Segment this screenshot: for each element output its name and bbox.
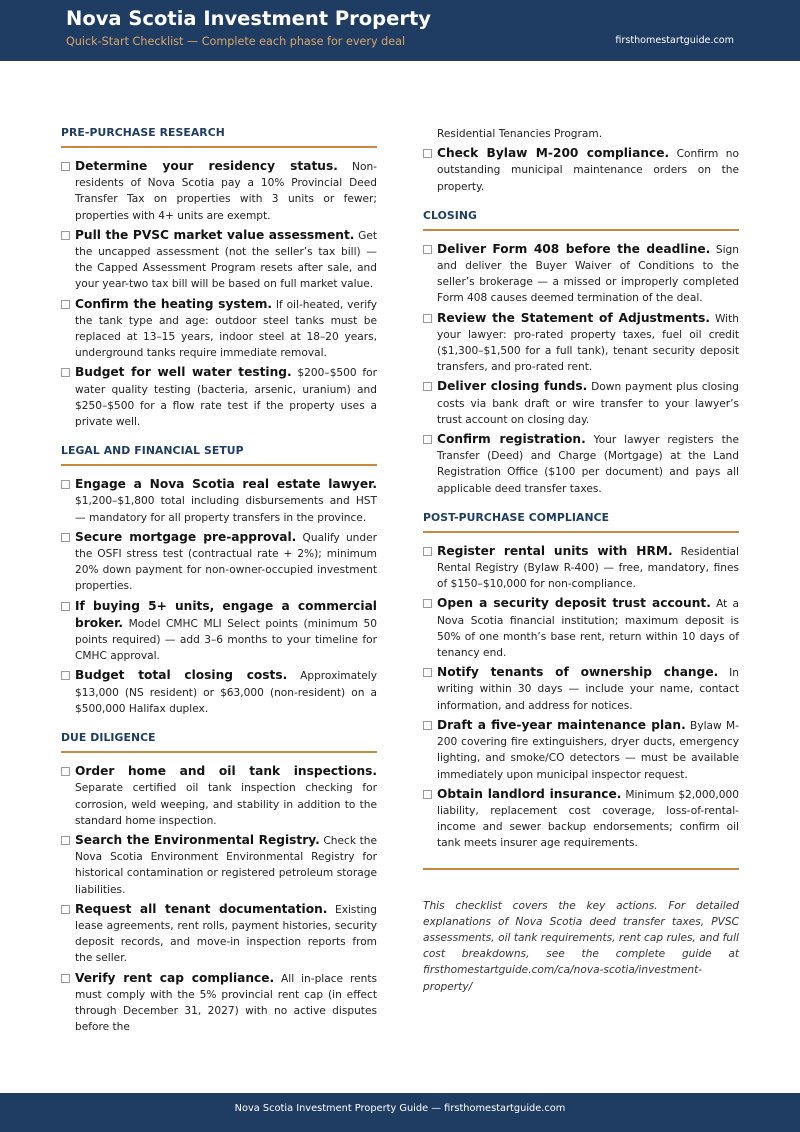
checkbox-icon[interactable] bbox=[423, 245, 432, 254]
checklist-item bbox=[61, 227, 377, 293]
item-heading: Budget for well water testing. bbox=[75, 365, 292, 380]
checklist-item bbox=[423, 664, 739, 714]
item-heading: Check Bylaw M-200 compliance. bbox=[437, 146, 670, 161]
item-heading: Obtain landlord insurance. bbox=[437, 786, 622, 801]
checklist-item bbox=[61, 667, 377, 717]
footer-text: Nova Scotia Investment Property Guide — firsthomestartguide.com bbox=[234, 1103, 566, 1114]
checkbox-icon[interactable] bbox=[61, 480, 70, 489]
page-title: Nova Scotia Investment Property bbox=[66, 7, 432, 30]
item-heading: Search the Environmental Registry. bbox=[75, 832, 320, 847]
item-text: If oil-heated, verify the tank type and age: outdoor steel tanks must be replaced at 13–15 years, indoor steel at 18–20 years, underground tanks require immediate removal. bbox=[75, 298, 377, 360]
item-heading: Confirm registration. bbox=[437, 432, 586, 447]
checklist-item bbox=[61, 364, 377, 430]
checklist-item bbox=[423, 595, 739, 661]
item-text: Confirm no outstanding municipal maintenance orders on the property. bbox=[437, 148, 740, 193]
checkbox-icon[interactable] bbox=[61, 368, 70, 377]
item-heading: Engage a Nova Scotia real estate lawyer. bbox=[75, 477, 377, 492]
checklist-item bbox=[423, 786, 739, 852]
checklist-item bbox=[423, 543, 739, 593]
page-subtitle: Quick-Start Checklist — Complete each phase for every deal bbox=[66, 35, 406, 48]
closing-note: This checklist covers the key actions. For detailed explanations of Nova Scotia deed transfer taxes, PVSC assessments, oil tank requirements, rent cap rules, and full cost breakdowns, see the complete guide at firsthomestartguide.com/ca/nova-scotia/investment-property/ bbox=[423, 899, 739, 993]
checkbox-icon[interactable] bbox=[61, 767, 70, 776]
checkbox-icon[interactable] bbox=[423, 547, 432, 556]
section-title-pre-purchase: PRE-PURCHASE RESEARCH bbox=[61, 126, 377, 148]
item-text: Sign and deliver the Buyer Waiver of Conditions to the seller’s brokerage — a missed or improperly completed Form 408 causes deemed termination of the deal. bbox=[437, 243, 739, 305]
checklist-item bbox=[61, 598, 377, 665]
checkbox-icon[interactable] bbox=[61, 836, 70, 845]
item-text: Minimum $2,000,000 liability, replacement cost coverage, loss-of-rental-income and sewer backup endorsements; confirm oil tank meets insurer age requirements. bbox=[437, 788, 739, 850]
checkbox-icon[interactable] bbox=[61, 162, 70, 171]
checkbox-icon[interactable] bbox=[61, 300, 70, 309]
item-heading: Deliver Form 408 before the deadline. bbox=[437, 241, 711, 256]
checkbox-icon[interactable] bbox=[423, 599, 432, 608]
item-heading: Request all tenant documentation. bbox=[75, 901, 328, 916]
section-title-due-diligence: DUE DILIGENCE bbox=[61, 731, 377, 753]
closing-list bbox=[423, 241, 739, 497]
checklist-item bbox=[423, 310, 739, 376]
due-diligence-list-continued bbox=[423, 145, 739, 195]
checkbox-icon[interactable] bbox=[61, 671, 70, 680]
item-heading: Determine your residency status. bbox=[75, 159, 338, 173]
checklist-item bbox=[61, 158, 377, 224]
post-purchase-list bbox=[423, 543, 739, 852]
item-text: Model CMHC MLI Select points (minimum 50 points required) — add 3–6 months to your timeline for CMHC approval. bbox=[75, 617, 377, 663]
item-text: Approximately $13,000 (NS resident) or $63,000 (non-resident) on a $500,000 Halifax duplex. bbox=[75, 670, 377, 715]
item-heading: Register rental units with HRM. bbox=[437, 543, 673, 558]
item-heading: Review the Statement of Adjustments. bbox=[437, 310, 710, 325]
checkbox-icon[interactable] bbox=[61, 974, 70, 983]
checklist-item bbox=[423, 431, 739, 497]
checkbox-icon[interactable] bbox=[61, 905, 70, 914]
item-text: Qualify under the OSFI stress test (contractual rate + 2%); minimum 20% down payment for non-owner-occupied investment properties. bbox=[75, 531, 377, 593]
page-footer bbox=[0, 1093, 800, 1132]
item-text: With your lawyer: pro-rated property taxes, fuel oil credit ($1,300–$1,500 for a full tank), tenant security deposit transfers, and pro-rated rent. bbox=[437, 312, 739, 374]
item-text: Residential Rental Registry (Bylaw R-400) — free, mandatory, fines of $150–$10,000 for non-compliance. bbox=[437, 545, 739, 591]
checklist-item bbox=[423, 241, 739, 307]
item-text: Existing lease agreements, rent rolls, payment histories, security deposit records, and move-in inspection reports from the seller. bbox=[75, 903, 377, 965]
item-text: Your lawyer registers the Transfer (Deed) and Charge (Mortgage) at the Land Registration Office ($100 per document) and pays all applicable deed transfer taxes. bbox=[437, 434, 740, 495]
item-text: Bylaw M-200 covering fire extinguishers, dryer ducts, emergency lighting, and smoke/CO detectors — must be available immediately upon municipal inspector request. bbox=[437, 719, 739, 781]
checklist-item bbox=[61, 970, 377, 1036]
legal-list bbox=[61, 476, 377, 717]
item-heading: Draft a five-year maintenance plan. bbox=[437, 717, 686, 732]
item-heading: Open a security deposit trust account. bbox=[437, 596, 711, 611]
item-heading: Deliver closing funds. bbox=[437, 379, 588, 394]
page-header bbox=[0, 0, 800, 61]
due-diligence-list bbox=[61, 763, 377, 1035]
right-column bbox=[423, 126, 739, 995]
item-heading: Notify tenants of ownership change. bbox=[437, 665, 719, 680]
item-heading: Secure mortgage pre-approval. bbox=[75, 529, 297, 544]
item-heading: Verify rent cap compliance. bbox=[75, 970, 275, 985]
pre-purchase-list bbox=[61, 158, 377, 430]
checklist-item bbox=[423, 717, 739, 783]
item-text: $200–$500 for water quality testing (bacteria, arsenic, uranium) and $250–$500 for a flow rate test if the property uses a private well. bbox=[75, 367, 377, 429]
checkbox-icon[interactable] bbox=[61, 602, 70, 611]
checkbox-icon[interactable] bbox=[423, 382, 432, 391]
checkbox-icon[interactable] bbox=[423, 721, 432, 730]
item-text: Down payment plus closing costs via bank draft or wire transfer to your lawyer’s trust account on closing day. bbox=[437, 381, 739, 426]
checkbox-icon[interactable] bbox=[423, 435, 432, 444]
checklist-item bbox=[61, 529, 377, 595]
header-site-link: firsthomestartguide.com bbox=[615, 35, 734, 46]
item-text: $1,200–$1,800 total including disbursements and HST — mandatory for all property transfers in the province. bbox=[75, 495, 377, 524]
checklist-item bbox=[423, 145, 739, 195]
checkbox-icon[interactable] bbox=[423, 149, 432, 158]
item-text: Non-residents of Nova Scotia pay a 10% Provincial Deed Transfer Tax on properties with 3 units or fewer; properties with 4+ units are exempt. bbox=[75, 161, 377, 222]
checklist-item bbox=[61, 476, 377, 526]
checklist-item bbox=[61, 832, 377, 898]
checkbox-icon[interactable] bbox=[61, 231, 70, 240]
checkbox-icon[interactable] bbox=[423, 314, 432, 323]
checkbox-icon[interactable] bbox=[423, 668, 432, 677]
item-text: In writing within 30 days — include your name, contact information, and address for notices. bbox=[437, 667, 739, 712]
checklist-item bbox=[423, 378, 739, 428]
section-title-closing: CLOSING bbox=[423, 209, 739, 231]
left-column bbox=[61, 126, 377, 1038]
checklist-item bbox=[61, 296, 377, 362]
divider bbox=[423, 868, 739, 870]
item-heading: Confirm the heating system. bbox=[75, 296, 273, 311]
item-heading: Pull the PVSC market value assessment. bbox=[75, 227, 355, 242]
item-text: Check the Nova Scotia Environment Environmental Registry for historical contamination or registered petroleum storage liabilities. bbox=[75, 834, 377, 896]
item-heading: Budget total closing costs. bbox=[75, 668, 288, 683]
item-heading: If buying 5+ units, engage a commercial broker. bbox=[75, 598, 377, 630]
section-title-legal: LEGAL AND FINANCIAL SETUP bbox=[61, 444, 377, 466]
section-title-post-purchase: POST-PURCHASE COMPLIANCE bbox=[423, 511, 739, 533]
checkbox-icon[interactable] bbox=[423, 790, 432, 799]
item-text: Get the uncapped assessment (not the seller’s tax bill) — the Capped Assessment Program resets after sale, and your year-two tax bill will be based on full market value. bbox=[75, 229, 378, 291]
checklist-item bbox=[61, 901, 377, 967]
item-text: All in-place rents must comply with the 5% provincial rent cap (in effect through December 31, 2027) with no active disputes before the bbox=[75, 972, 378, 1034]
item-heading: Order home and oil tank inspections. bbox=[75, 764, 377, 779]
checklist-item bbox=[61, 763, 377, 829]
item-text: Separate certified oil tank inspection checking for corrosion, weld weeping, and stability in addition to the standard home inspection. bbox=[75, 782, 377, 827]
item-text: At a Nova Scotia financial institution; maximum deposit is 50% of one month’s base rent, return within 10 days of tenancy end. bbox=[437, 598, 739, 660]
due-diligence-continuation: Residential Tenancies Program. bbox=[437, 128, 603, 140]
checkbox-icon[interactable] bbox=[61, 533, 70, 542]
